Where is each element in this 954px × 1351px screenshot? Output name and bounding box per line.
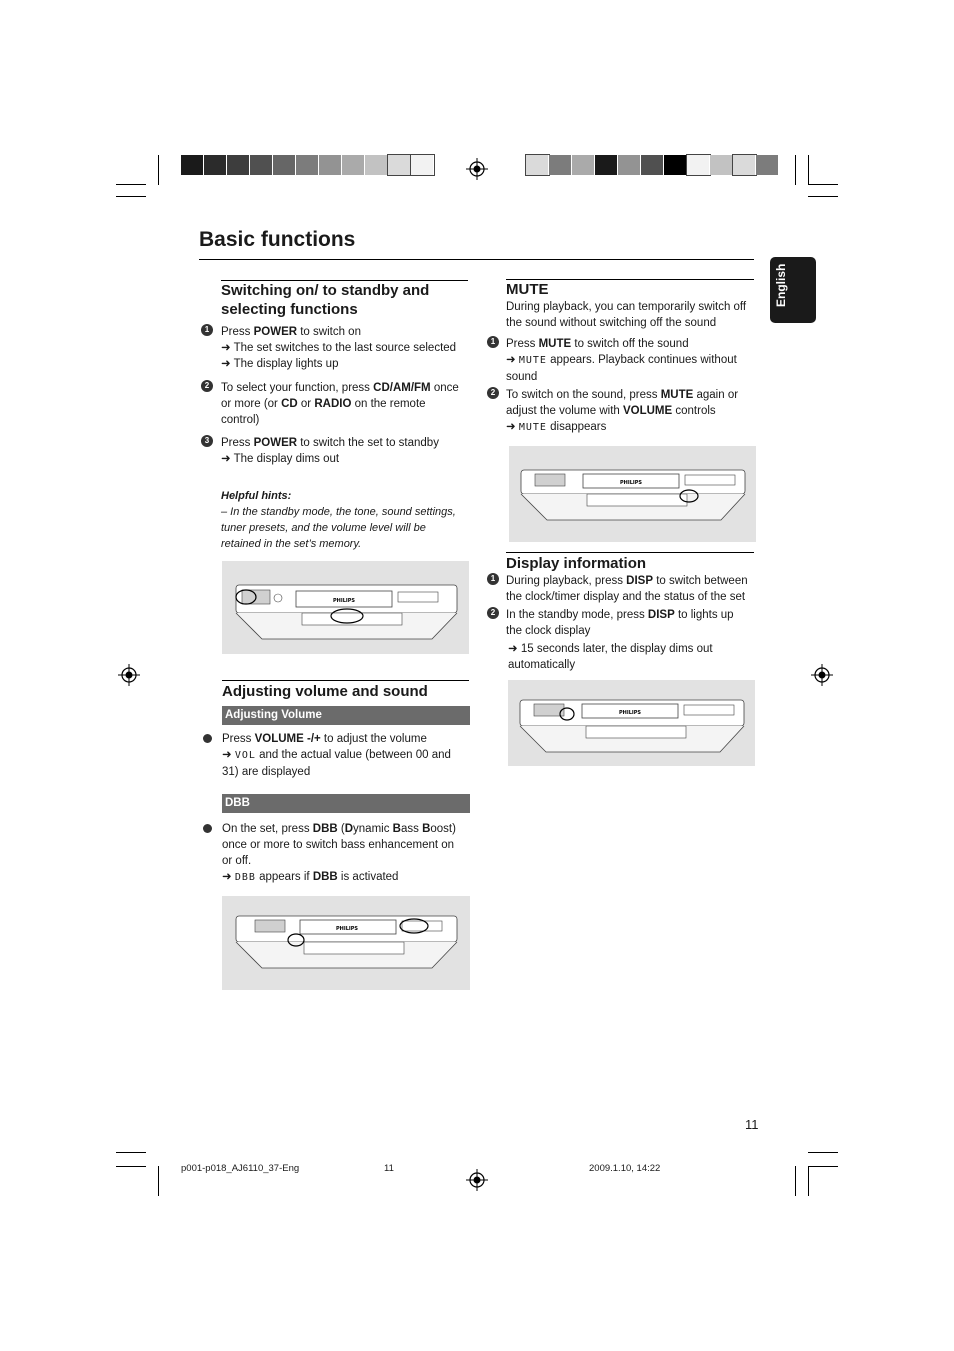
color-swatch — [526, 155, 549, 175]
stereo-unit-drawing — [222, 896, 470, 990]
color-swatch — [733, 155, 756, 175]
color-swatch — [227, 155, 250, 175]
color-swatch — [756, 155, 779, 175]
color-swatch — [296, 155, 319, 175]
color-swatch — [411, 155, 434, 175]
color-bar-right — [526, 155, 779, 175]
registration-mark-icon — [811, 664, 833, 686]
helpful-hints: Helpful hints: – In the standby mode, the tone, sound settings, tuner presets, and the volume level will be retained in the set’s memory. — [221, 490, 456, 550]
svg-text:PHILIPS: PHILIPS — [335, 926, 359, 932]
color-swatch — [181, 155, 204, 175]
section-rule — [222, 680, 469, 681]
color-swatch — [273, 155, 296, 175]
color-swatch — [319, 155, 342, 175]
device-illustration-dbb — [222, 896, 470, 990]
adjusting-volume-bar: Adjusting Volume — [222, 706, 470, 725]
color-swatch — [595, 155, 618, 175]
registration-mark-icon — [466, 1169, 488, 1191]
switching-step-3: Press POWER to switch the set to standby ➜ The display dims out — [221, 437, 439, 465]
color-swatch — [365, 155, 388, 175]
color-swatch — [687, 155, 710, 175]
footer-date: 2009.1.10, 14:22 — [589, 1163, 661, 1174]
stereo-unit-drawing — [509, 446, 756, 542]
color-bar-left — [181, 155, 434, 175]
section-rule — [506, 552, 754, 553]
mute-step-2: To switch on the sound, press MUTE again or adjust the volume with VOLUME controls ➜ MUTE disappears — [506, 389, 739, 433]
svg-text:PHILIPS: PHILIPS — [619, 480, 643, 486]
step-number-1: 1 — [487, 573, 499, 585]
page-title: Basic functions — [199, 228, 356, 251]
switching-step-1: Press POWER to switch on ➜ The set switches to the last source selected ➜ The display lights up — [221, 326, 457, 370]
volume-heading: Adjusting volume and sound — [222, 683, 428, 700]
language-tab-label: English — [774, 263, 788, 307]
mute-step-1: Press MUTE to switch off the sound ➜ MUTE appears. Playback continues without sound — [506, 338, 737, 383]
step-number-3: 3 — [201, 435, 213, 447]
dbb-bar: DBB — [222, 794, 470, 813]
device-illustration-mute — [509, 446, 756, 542]
step-number-1: 1 — [487, 336, 499, 348]
registration-mark-icon — [466, 158, 488, 180]
color-swatch — [204, 155, 227, 175]
device-illustration-power — [222, 561, 469, 654]
stereo-unit-drawing — [508, 680, 755, 766]
bullet — [203, 824, 212, 833]
device-illustration-disp — [508, 680, 755, 766]
color-swatch — [618, 155, 641, 175]
step-number-2: 2 — [201, 380, 213, 392]
page-number: 11 — [745, 1117, 759, 1132]
volume-step: Press VOLUME -/+ to adjust the volume ➜ VOL and the actual value (between 00 and 31) are displayed — [222, 733, 451, 778]
color-swatch — [342, 155, 365, 175]
mute-heading: MUTE — [506, 281, 549, 298]
display-step-2: In the standby mode, press DISP to lights up the clock display — [506, 609, 734, 637]
color-swatch — [664, 155, 687, 175]
switching-heading: Switching on/ to standby and selecting functions — [221, 282, 430, 318]
step-number-1: 1 — [201, 324, 213, 336]
footer-page: 11 — [384, 1163, 394, 1174]
bullet — [203, 734, 212, 743]
color-swatch — [572, 155, 595, 175]
color-swatch — [250, 155, 273, 175]
display-heading: Display information — [506, 555, 647, 572]
language-tab — [770, 257, 816, 323]
display-step-2-result: ➜ 15 seconds later, the display dims out automatically — [508, 643, 713, 671]
dbb-step: On the set, press DBB (Dynamic Bass Boost) once or more to switch bass enhancement on or off. ➜ DBB appears if DBB is activated — [222, 823, 456, 883]
step-number-2: 2 — [487, 607, 499, 619]
svg-text:PHILIPS: PHILIPS — [618, 710, 642, 716]
color-swatch — [641, 155, 664, 175]
mute-intro: During playback, you can temporarily switch off the sound without switching off the sound — [506, 301, 747, 329]
color-swatch — [388, 155, 411, 175]
color-swatch — [549, 155, 572, 175]
switching-step-2: To select your function, press CD/AM/FM once or more (or CD or RADIO on the remote control) — [221, 382, 459, 426]
svg-text:PHILIPS: PHILIPS — [332, 598, 356, 604]
title-rule — [199, 259, 754, 260]
registration-mark-icon — [118, 664, 140, 686]
stereo-unit-drawing — [222, 561, 469, 654]
display-step-1: During playback, press DISP to switch between the clock/timer display and the status of the set — [506, 575, 748, 603]
footer-file: p001-p018_AJ6110_37-Eng — [181, 1163, 300, 1174]
step-number-2: 2 — [487, 387, 499, 399]
color-swatch — [710, 155, 733, 175]
